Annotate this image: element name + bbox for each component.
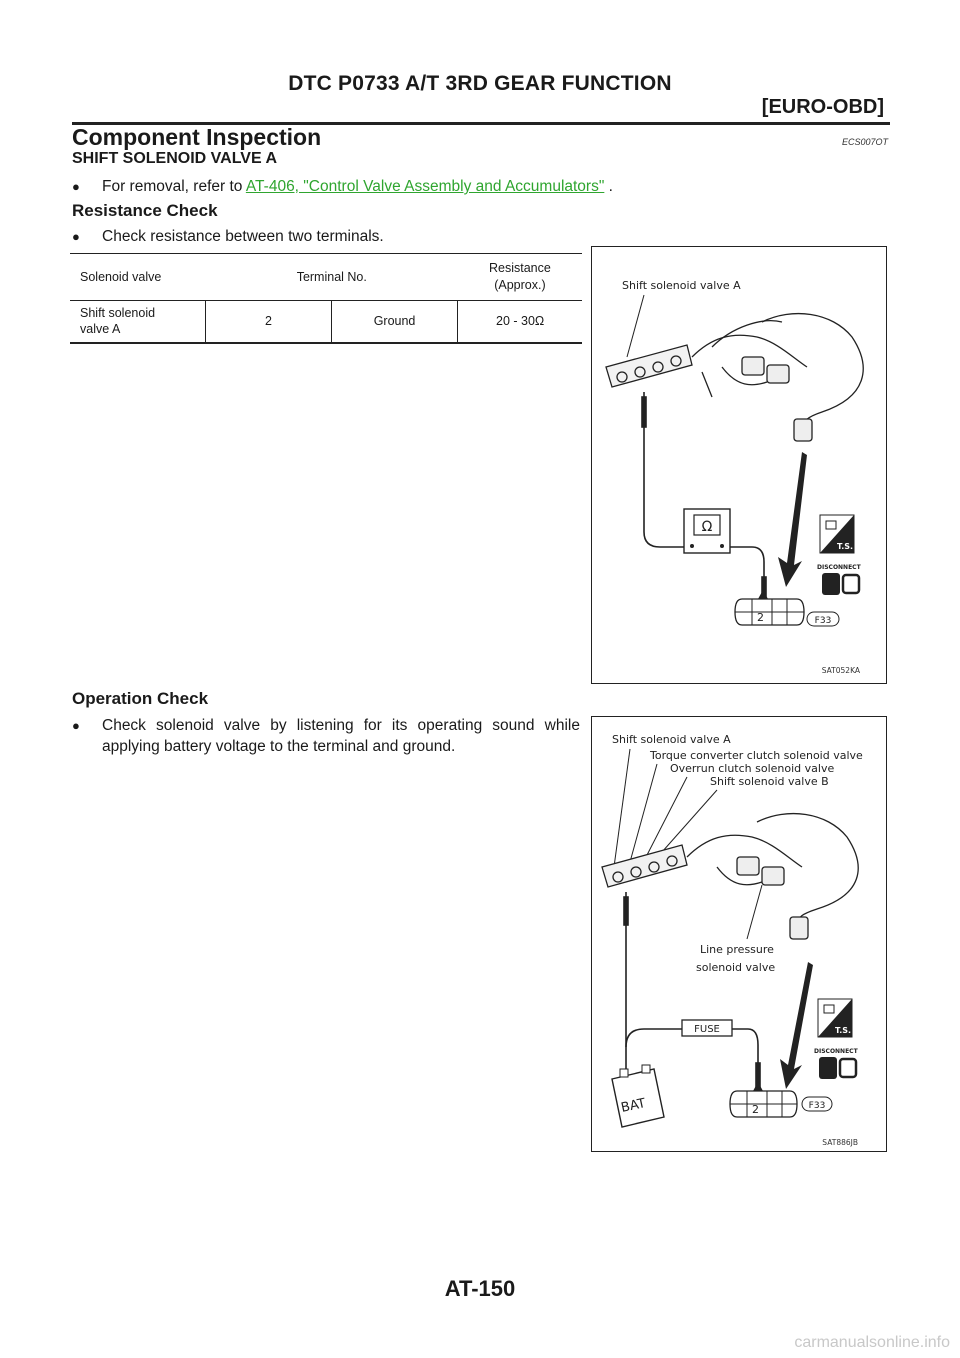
operation-bullet-text-1: Check solenoid valve by listening for its operating sound while — [102, 717, 580, 734]
cell-terminal-a: 2 — [206, 300, 332, 342]
ohm-icon: Ω — [701, 519, 713, 535]
figure-code: SAT886JB — [822, 1138, 858, 1147]
page-number: AT-150 — [444, 1276, 516, 1301]
watermark: carmanualsonline.info — [794, 1334, 950, 1351]
label-overrun: Overrun clutch solenoid valve — [670, 762, 835, 775]
figure-code: SAT052KA — [821, 666, 860, 675]
disconnect-label: DISCONNECT — [817, 564, 861, 571]
label-torque: Torque converter clutch solenoid valve — [650, 749, 863, 762]
removal-link[interactable]: AT-406, "Control Valve Assembly and Accumulators" — [245, 178, 605, 195]
connector-number: F33 — [814, 616, 832, 626]
bullet-icon: ● — [72, 229, 80, 244]
wiring-diagram-illustration — [592, 247, 886, 683]
label-shift-b: Shift solenoid valve B — [710, 775, 829, 788]
operation-bullet-text-2: applying battery voltage to the terminal and ground. — [102, 738, 456, 755]
figure-label: Shift solenoid valve A — [622, 279, 741, 292]
ts-icon: T.S. — [836, 542, 854, 551]
figure-shift-solenoid-a — [591, 246, 887, 684]
resistance-check-title: Resistance Check — [72, 201, 218, 220]
resistance-table — [70, 253, 582, 344]
label-shift-a: Shift solenoid valve A — [612, 733, 731, 746]
cell-solenoid: Shift solenoid — [80, 306, 156, 321]
col-header-solenoid: Solenoid valve — [80, 269, 162, 284]
col-header-terminal: Terminal No. — [296, 269, 367, 284]
page-header-title: DTC P0733 A/T 3RD GEAR FUNCTION — [288, 72, 672, 95]
cell-terminal-b: Ground — [331, 300, 458, 342]
cell-resistance: 20 - 30Ω — [496, 314, 545, 329]
bullet-icon: ● — [72, 179, 80, 194]
bullet-icon: ● — [72, 718, 80, 733]
section-title: Component Inspection — [72, 124, 322, 150]
resistance-bullet-text: Check resistance between two terminals. — [102, 228, 384, 245]
battery-label: BAT — [619, 1096, 648, 1116]
section-subtitle: SHIFT SOLENOID VALVE A — [72, 150, 278, 167]
label-line-pressure: Line pressure — [700, 943, 774, 956]
page-header-subtitle: [EURO-OBD] — [761, 96, 884, 118]
label-line-pressure-2: solenoid valve — [696, 961, 776, 974]
operation-check-title: Operation Check — [72, 689, 209, 708]
col-header-resistance: Resistance — [488, 260, 551, 275]
fuse-label: FUSE — [694, 1024, 720, 1035]
connector-number: F33 — [808, 1101, 826, 1111]
ts-icon: T.S. — [834, 1026, 852, 1035]
table-row — [70, 300, 582, 342]
battery-wiring-illustration — [592, 717, 886, 1151]
figure-operation-check — [591, 716, 887, 1152]
resistance-bullet — [72, 226, 572, 248]
removal-text-after: . — [604, 178, 613, 195]
operation-bullet — [72, 715, 582, 759]
section-code: ECS007OT — [841, 137, 888, 147]
terminal-number: 2 — [752, 1103, 759, 1116]
disconnect-label: DISCONNECT — [814, 1048, 858, 1055]
removal-text: For removal, refer to — [102, 178, 246, 195]
removal-bullet — [72, 176, 632, 198]
col-header-resistance-approx: (Approx.) — [494, 277, 546, 292]
cell-solenoid-2: valve A — [80, 322, 121, 337]
terminal-number: 2 — [757, 611, 764, 624]
